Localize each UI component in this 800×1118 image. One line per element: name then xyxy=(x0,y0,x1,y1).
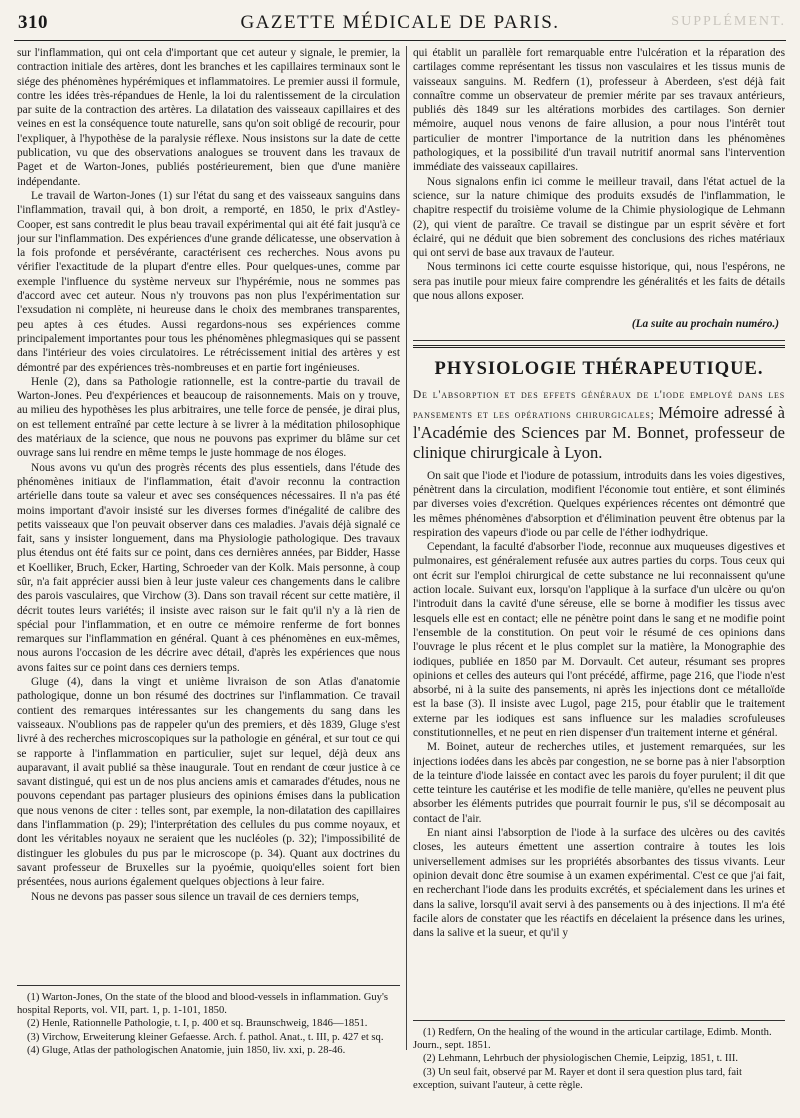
paragraph: Nous terminons ici cette courte esquisse historique, qui, nous l'espérons, ne sera pas inutile pour mieux faire comprendre les généralités et les faits de détails que nous allons exposer. xyxy=(413,261,785,303)
right-column xyxy=(413,46,785,1106)
paragraph: Cependant, la faculté d'absorber l'iode, reconnue aux muqueuses digestives et pulmonaires, est généralement refusée aux autres parties du corps. Tous ceux qui ont écrit sur l'emploi chirurgical de cette substance ne lui reconnaissent qu'une action locale. Suivant eux, lorsqu'on l'applique à la surface d'un ulcère ou qu'on l'introduit dans la cavité d'une séreuse, elle se borne à modifier les tissus avec lesquels elle est en contact; elle ne pénètre point dans le sang et ne modifie point l'ensemble de la constitution. On peut voir le résumé de ces opinions dans l'ouvrage le plus récent et le plus complet sur la matière, la Monographie des iodiques, publiée en 1850 par M. Dorvault. Cet auteur, résumant ses propres opinions et celles des auteurs qui l'ont précédé, affirme, page 216, que l'iode n'est absorbé, ni à la suite des pansements, ni après les injections dont ce métalloïde est la base (3). Il insiste avec Lugol, page 215, pour établir que le traitement externe par les iodiques est sans influence sur les maladies scrofuleuses constitutionnelles, et ne peut en rien dispenser d'un traitement interne et général. xyxy=(413,541,785,739)
section-title: PHYSIOLOGIE THÉRAPEUTIQUE. xyxy=(434,358,764,379)
footnote: (3) Virchow, Erweiterung kleiner Gefaesse. Arch. f. pathol. Anat., t. III, p. 427 et sq. xyxy=(27,1031,384,1043)
paragraph: On sait que l'iode et l'iodure de potassium, introduits dans les voies digestives, pénètrent dans la circulation, modifient l'économie tout entière, et sont éliminés par diverses voies d'excrétion. Quelques expériences récentes ont démontré que les mêmes phénomènes d'absorption et d'élimination peuvent être obtenus par la respiration des vapeurs d'iode ou par celle de l'éther iodhydrique. xyxy=(413,469,785,539)
footnote: (3) Un seul fait, observé par M. Rayer et dont il sera question plus tard, fait exception, suivant l'auteur, à cette règle. xyxy=(413,1066,742,1091)
footnote: (1) Warton-Jones, On the state of the blood and blood-vessels in inflammation. Guy's hospital Reports, vol. VII, part. 1, p. 1-101, 1850. xyxy=(17,992,388,1017)
section-double-rule xyxy=(413,345,785,348)
page-number: 310 xyxy=(18,12,48,33)
footnote: (1) Redfern, On the healing of the wound in the articular cartilage, Edimb. Month. Journ., sept. 1851. xyxy=(413,1027,772,1052)
supplement-mark: SUPPLÉMENT. xyxy=(671,14,786,29)
page-header xyxy=(14,8,786,38)
header-rule xyxy=(14,40,786,41)
footnote: (2) Henle, Rationnelle Pathologie, t. I, p. 400 et sq. Braunschweig, 1846—1851. xyxy=(27,1018,368,1030)
article-title: De l'absorption et des effets généraux de l'iode employé dans les pansements et les opérations chirurgicales; xyxy=(413,388,785,421)
paragraph: Nous ne devons pas passer sous silence un travail de ces derniers temps, xyxy=(31,890,359,903)
paragraph: Gluge (4), dans la vingt et unième livraison de son Atlas d'anatomie pathologique, donne un bon résumé des doctrines sur l'inflammation. Ce travail contient des remarques intéressantes sur les changements du sang dans les vaisseaux. N'oublions pas de rappeler qu'un des premiers, et dès 1839, Gluge s'est livré à des recherches microscopiques sur la pathologie en général, et sur tout ce qui se rapporte à l'inflammation en particulier, sujet sur lequel, déjà deux ans auparavant, il avait publié sa thèse inaugurale. Tout en rendant de cœur justice à ce savant distingué, qui est un de nos plus anciens amis et camarades d'études, nous ne pouvons cependant pas partager plusieurs des opinions émises dans la publication que nous venons de citer : telles sont, par exemple, la non-dilatation des capillaires dans l'inflammation (p. 29); l'interprétation des cellules du pus comme noyaux, et dont les véritables noyaux ne seraient que les nucléoles (p. 32); l'impossibilité de distinguer les globules du pus par le microscope (p. 34). Quant aux doctrines du savant professeur de Bruxelles sur la pyoémie, quoiqu'elles soient fort bien présentées, nous aurions également quelques objections à leur faire. xyxy=(17,676,400,889)
left-column xyxy=(17,46,400,1106)
footnote: (2) Lehmann, Lehrbuch der physiologischen Chemie, Leipzig, 1851, t. III. xyxy=(423,1053,739,1065)
column-divider xyxy=(406,46,407,1050)
paragraph: Le travail de Warton-Jones (1) sur l'état du sang et des vaisseaux sanguins dans l'inflammation, travail qui, à bon droit, a remporté, en 1850, le prix d'Astley-Cooper, est sans contredit le plus beau travail expérimental qui ait été fait jusqu'à ce jour sur l'inflammation. Des expériences d'une grande délicatesse, une observation à la fois profonde et persévérante, caractérisent ces recherches. Nous avons pu vérifier l'exactitude de la plupart d'entre elles. Pour quelques-unes, comme par exemple l'influence du système nerveux sur l'hypérémie, nous ne sommes pas d'accord avec cet auteur. Nous n'y trouvons pas non plus l'expérimentation sur l'exsudation ni complète, ni heureuse dans le choix des membranes transparentes, peu aptes à ces études. Aussi regardons-nous ses expériences comme principalement importantes pour tous les phénomènes phlegmasiques qui se passent dans l'intérieur des voies circulatoires. Le rétrécissement initial des artères y est démontré par des expériences très-nombreuses et en partie fort ingénieuses. xyxy=(17,189,400,374)
running-title: GAZETTE MÉDICALE DE PARIS. xyxy=(240,12,560,33)
paragraph: Nous signalons enfin ici comme le meilleur travail, dans l'état actuel de la science, sur la nature chimique des produits exsudés de l'inflammation, le chapitre respectif du troisième volume de la Chimie physiologique de Lehmann (2), qui vient de paraître. Ce travail se distingue par un esprit sévère et fort éclairé, qui ne déduit que bien sobrement des conclusions des riches matériaux qui ont servi de base aux travaux de l'auteur. xyxy=(413,175,785,260)
article-heading xyxy=(413,388,785,463)
footnote: (4) Gluge, Atlas der pathologischen Anatomie, juin 1850, liv. xxi, p. 28-46. xyxy=(27,1044,346,1056)
section-rule xyxy=(413,340,785,341)
footnotes-left xyxy=(17,985,400,1057)
paragraph: En niant ainsi l'absorption de l'iode à la surface des ulcères ou des cavités closes, les auteurs émettent une assertion contraire à toutes les lois universellement admises sur les propriétés absorbantes des tissus vivants. Leur opinion devait donc être soumise à un examen expérimental. C'est ce que j'ai fait, en recherchant l'iode dans les produits excrétés, et spécialement dans les urines et dans la salive, lorsqu'il avait servi à des pansements ou à des injections. Il m'a été facile alors de constater que les réactifs en décelaient la présence dans les urines, dans la salive et la sueur, et qu'il y xyxy=(413,827,785,940)
paragraph: qui établit un parallèle fort remarquable entre l'ulcération et la réparation des cartilages comme représentant les tissus non vasculaires et les tissus munis de vaisseaux sanguins. M. Redfern (1), professeur à Aberdeen, s'est déjà fait connaître comme un observateur de premier mérite par ses travaux antérieurs, publiés dès 1849 sur les altérations morbides des cartilages. Son dernier mémoire, auquel nous venons de faire allusion, a pour nous l'intérêt tout particulier de montrer l'importance de la nutrition dans les phénomènes pathologiques, et la possibilité d'un travail nutritif anormal sans l'intervention immédiate des vaisseaux capillaires. xyxy=(413,47,785,174)
paragraph: Henle (2), dans sa Pathologie rationnelle, est la contre-partie du travail de Warton-Jones. Peu d'expériences et beaucoup de raisonnements. Mais on y trouve, au milieu des hypothèses les plus arbitraires, une telle force de pensée, je dirai plus, on est tellement entraîné par cette lecture à se livrer à la méditation philosophique des matériaux de la science, que nous ne pouvons pas exprimer du blâme sur cet ouvrage sans lui rendre en même temps le juste hommage de nos éloges. xyxy=(17,375,400,460)
article-subtitle: Mémoire adressé à l'Académie des Sciences par M. Bonnet, professeur de clinique chirurgicale à Lyon. xyxy=(413,402,785,462)
footnote-rule xyxy=(17,985,400,986)
continued-notice: (La suite au prochain numéro.) xyxy=(631,318,779,331)
paragraph: Nous avons vu qu'un des progrès récents des plus essentiels, dans l'étude des phénomènes initiaux de l'inflammation, était d'avoir reconnu la contraction artérielle dans toute sa valeur et avec ses conséquences nécessaires. Il n'a pas été moins important d'avoir insisté sur les diverses formes d'inégalité de calibre des petits vaisseaux que l'on peuvait observer dans ces maladies. J'avais déjà signalé ce fait, sans y insister longuement, dans ma Physiologie pathologique. Des travaux plus étendus ont été faits sur ce point, dans ces dernières années, par Bidder, Hasse et Koelliker, Bruch, Ecker, Harting, Schroeder van der Kolk. Mais personne, à coup sûr, n'a fait apprécier aussi bien à leur juste valeur ces changements dans le calibre des parois vasculaires, que Virchow (3). Dans son travail récent sur cette matière, il décrit toutes leurs variétés; il insiste avec raison sur le fait qu'il n'y a là rien de spécial pour l'inflammation, et en outre ce mémoire renferme de fort bonnes remarques sur l'inflammation en général. Quant à ces phénomènes en eux-mêmes, nous aurons l'occasion de les décrire avec détail, d'après les expériences que nous avons faites sur ce point dans ces derniers temps. xyxy=(17,461,400,674)
footnotes-right xyxy=(413,1020,785,1092)
paragraph: M. Boinet, auteur de recherches utiles, et justement remarquées, sur les injections iodées dans les abcès par congestion, ne se borne pas à nier l'absorption de la teinture d'iode laissée en contact avec les parois du foyer purulent; il dit que cette teinture les cautérise et les modifie de telle manière, qu'elles ne peuvent plus absorber les éléments putrides que pourrait fournir le pus, s'il se décomposait au contact de l'air. xyxy=(413,741,785,825)
footnote-rule xyxy=(413,1020,785,1021)
paragraph: sur l'inflammation, qui ont cela d'important que cet auteur y signale, le premier, la contraction initiale des artères, dont les branches et les capillaires terminaux sont le siége des phénomènes hypérémiques et inflammatoires. Le premier aussi il formule, contre les idées très-répandues de Henle, la loi du ralentissement de la circulation par suite de la contraction des artères. La dilatation des vaisseaux capillaires et des veines en est la conséquence toute naturelle, sans qu'on soit obligé de recourir, pour l'expliquer, à l'hypothèse de la paralysie réflexe. Nous insistons sur la date de cette publication, vu que des observations analogues se trouvent dans les travaux de Paget et de Warton-Jones, publiés postérieurement, bien que d'une manière indépendante. xyxy=(17,47,400,188)
